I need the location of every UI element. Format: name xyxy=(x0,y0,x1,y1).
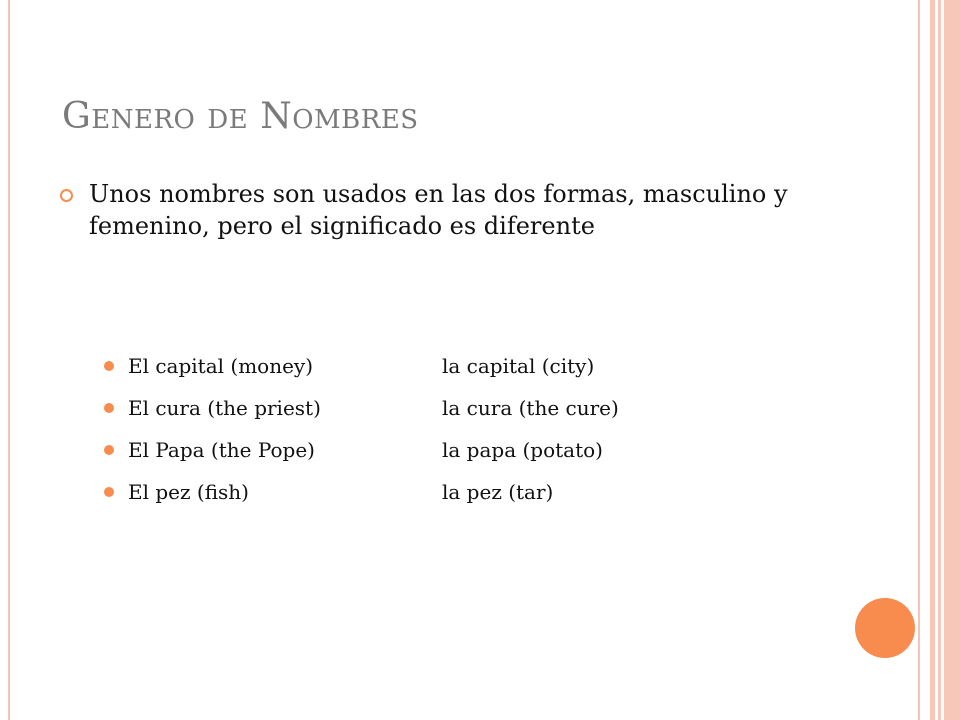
title-capital: N xyxy=(260,96,293,137)
slide-title xyxy=(62,96,431,137)
right-decorative-band xyxy=(944,0,960,720)
feminine-example: la papa (potato) xyxy=(442,438,603,462)
right-decorative-band xyxy=(938,0,941,720)
masculine-example: El pez (fish) xyxy=(128,480,249,504)
title-rest: ENERO xyxy=(91,105,196,135)
main-bullet-text: Unos nombres son usados en las dos formas, masculino y femenino, pero el significado es diferente xyxy=(89,180,788,240)
ring-bullet-icon xyxy=(60,189,73,202)
circle-icon xyxy=(855,598,915,658)
title-rest: OMBRES xyxy=(292,105,419,135)
feminine-example: la capital (city) xyxy=(442,354,595,378)
list-item xyxy=(104,345,619,387)
masculine-example: El capital (money) xyxy=(128,354,314,378)
masculine-example: El cura (the priest) xyxy=(128,396,321,420)
title-word xyxy=(62,96,195,137)
dot-bullet-icon xyxy=(104,445,114,455)
examples-list xyxy=(104,345,619,513)
right-decorative-band xyxy=(930,0,935,720)
feminine-example: la cura (the cure) xyxy=(442,396,619,420)
title-rest: DE xyxy=(207,105,249,135)
feminine-example: la pez (tar) xyxy=(442,480,554,504)
masculine-example: El Papa (the Pope) xyxy=(128,438,315,462)
list-item xyxy=(104,387,619,429)
dot-bullet-icon xyxy=(104,403,114,413)
list-item xyxy=(104,471,619,513)
main-bullet xyxy=(60,178,800,242)
dot-bullet-icon xyxy=(104,487,114,497)
title-word xyxy=(207,98,248,136)
list-item xyxy=(104,429,619,471)
title-capital: G xyxy=(62,96,92,137)
title-word xyxy=(260,96,418,137)
dot-bullet-icon xyxy=(104,361,114,371)
